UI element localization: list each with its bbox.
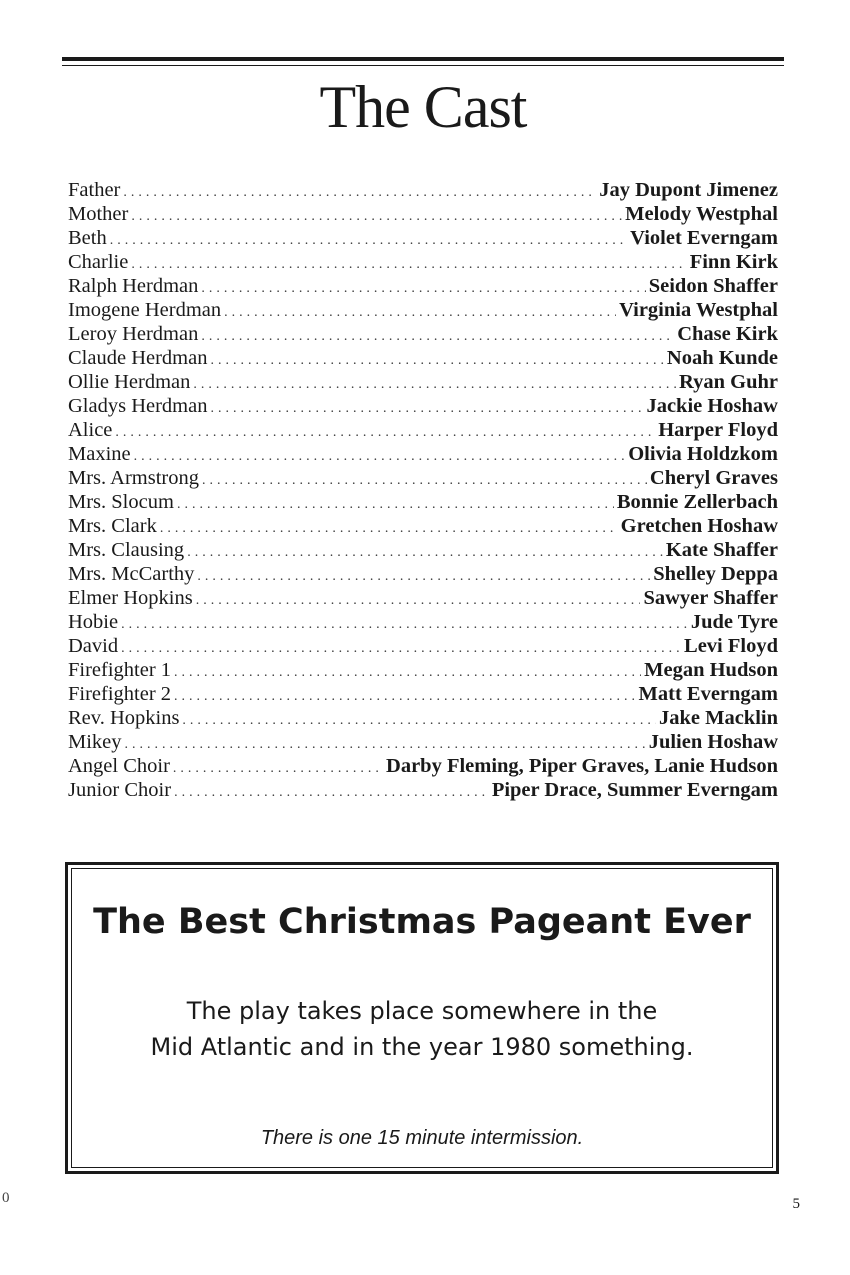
cast-row <box>68 370 778 394</box>
cast-role: Ralph Herdman <box>68 275 199 297</box>
cast-role: David <box>68 635 119 657</box>
cast-actor: Sawyer Shaffer <box>643 587 778 609</box>
cast-row <box>68 490 778 514</box>
cast-role: Imogene Herdman <box>68 299 222 321</box>
cast-actor: Darby Fleming, Piper Graves, Lanie Hudson <box>386 755 778 777</box>
cast-list <box>68 178 778 802</box>
cast-role: Mrs. McCarthy <box>68 563 195 585</box>
cast-row <box>68 514 778 538</box>
cast-actor: Piper Drace, Summer Everngam <box>491 779 778 801</box>
dot-leader <box>131 205 622 229</box>
cast-row <box>68 682 778 706</box>
cast-actor: Olivia Holdzkom <box>628 443 778 465</box>
dot-leader <box>174 661 641 685</box>
cast-role: Beth <box>68 227 107 249</box>
info-box <box>65 862 779 1174</box>
cast-row <box>68 346 778 370</box>
show-title: The Best Christmas Pageant Ever <box>93 902 751 942</box>
dot-leader <box>121 637 681 661</box>
dot-leader <box>201 277 645 301</box>
cast-role: Junior Choir <box>68 779 172 801</box>
cast-actor: Shelley Deppa <box>653 563 778 585</box>
cast-actor: Matt Everngam <box>638 683 778 705</box>
cast-actor: Jude Tyre <box>690 611 778 633</box>
dot-leader <box>210 349 663 373</box>
cast-actor: Noah Kunde <box>666 347 778 369</box>
cast-role: Mrs. Clark <box>68 515 157 537</box>
cast-role: Gladys Herdman <box>68 395 208 417</box>
top-rule-thin <box>62 65 784 66</box>
dot-leader <box>201 325 674 349</box>
dot-leader <box>110 229 627 253</box>
cast-row <box>68 706 778 730</box>
cast-row <box>68 250 778 274</box>
cast-role: Charlie <box>68 251 129 273</box>
cast-row <box>68 634 778 658</box>
cast-row <box>68 178 778 202</box>
cast-actor: Finn Kirk <box>689 251 778 273</box>
cast-role: Firefighter 1 <box>68 659 172 681</box>
cast-role: Leroy Herdman <box>68 323 199 345</box>
cast-row <box>68 730 778 754</box>
cast-row <box>68 754 778 778</box>
cast-actor: Bonnie Zellerbach <box>616 491 778 513</box>
cast-role: Firefighter 2 <box>68 683 172 705</box>
cast-actor: Gretchen Hoshaw <box>620 515 778 537</box>
cast-role: Mikey <box>68 731 122 753</box>
cast-role: Alice <box>68 419 113 441</box>
cast-actor: Harper Floyd <box>658 419 778 441</box>
dot-leader <box>193 373 676 397</box>
cast-role: Father <box>68 179 121 201</box>
cast-actor: Levi Floyd <box>684 635 778 657</box>
cast-row <box>68 562 778 586</box>
cast-actor: Virginia Westphal <box>619 299 778 321</box>
cast-row <box>68 418 778 442</box>
dot-leader <box>121 613 688 637</box>
dot-leader <box>177 493 614 517</box>
cast-role: Mrs. Armstrong <box>68 467 199 489</box>
cast-row <box>68 586 778 610</box>
page-title: The Cast <box>319 74 527 140</box>
intermission-note: There is one 15 minute intermission. <box>260 1127 584 1149</box>
cast-actor: Ryan Guhr <box>679 371 778 393</box>
cast-row <box>68 610 778 634</box>
cast-row <box>68 394 778 418</box>
setting-line-1: The play takes place somewhere in the <box>186 997 658 1025</box>
dot-leader <box>174 685 635 709</box>
cast-row <box>68 226 778 250</box>
top-rule <box>62 57 784 61</box>
cast-row <box>68 778 778 802</box>
cast-row <box>68 274 778 298</box>
cast-role: Mother <box>68 203 129 225</box>
dot-leader <box>115 421 655 445</box>
cast-actor: Cheryl Graves <box>649 467 778 489</box>
cast-role: Rev. Hopkins <box>68 707 180 729</box>
cast-role: Claude Herdman <box>68 347 208 369</box>
cast-role: Hobie <box>68 611 119 633</box>
cast-role: Angel Choir <box>68 755 170 777</box>
dot-leader <box>123 181 596 205</box>
dot-leader <box>197 565 650 589</box>
cast-actor: Violet Everngam <box>630 227 778 249</box>
left-margin-mark: 0 <box>2 1190 10 1206</box>
cast-actor: Melody Westphal <box>625 203 778 225</box>
cast-role: Maxine <box>68 443 131 465</box>
dot-leader <box>196 589 641 613</box>
cast-role: Ollie Herdman <box>68 371 191 393</box>
dot-leader <box>210 397 643 421</box>
dot-leader <box>131 253 686 277</box>
cast-role: Mrs. Slocum <box>68 491 174 513</box>
cast-actor: Kate Shaffer <box>665 539 778 561</box>
dot-leader <box>174 781 489 805</box>
info-box-inner-border <box>71 868 773 1168</box>
cast-role: Elmer Hopkins <box>68 587 193 609</box>
cast-actor: Jackie Hoshaw <box>646 395 778 417</box>
dot-leader <box>187 541 663 565</box>
cast-row <box>68 538 778 562</box>
cast-row <box>68 202 778 226</box>
cast-actor: Chase Kirk <box>677 323 778 345</box>
cast-actor: Jay Dupont Jimenez <box>599 179 778 201</box>
cast-row <box>68 658 778 682</box>
cast-actor: Julien Hoshaw <box>648 731 778 753</box>
dot-leader <box>224 301 616 325</box>
setting-line-2: Mid Atlantic and in the year 1980 something. <box>150 1033 694 1061</box>
cast-role: Mrs. Clausing <box>68 539 185 561</box>
dot-leader <box>202 469 647 493</box>
cast-actor: Megan Hudson <box>644 659 778 681</box>
cast-row <box>68 442 778 466</box>
cast-actor: Jake Macklin <box>658 707 778 729</box>
cast-actor: Seidon Shaffer <box>648 275 778 297</box>
cast-row <box>68 466 778 490</box>
cast-row <box>68 322 778 346</box>
dot-leader <box>134 445 626 469</box>
cast-row <box>68 298 778 322</box>
page-number: 5 <box>792 1196 800 1212</box>
dot-leader <box>182 709 656 733</box>
dot-leader <box>173 757 383 781</box>
dot-leader <box>160 517 618 541</box>
